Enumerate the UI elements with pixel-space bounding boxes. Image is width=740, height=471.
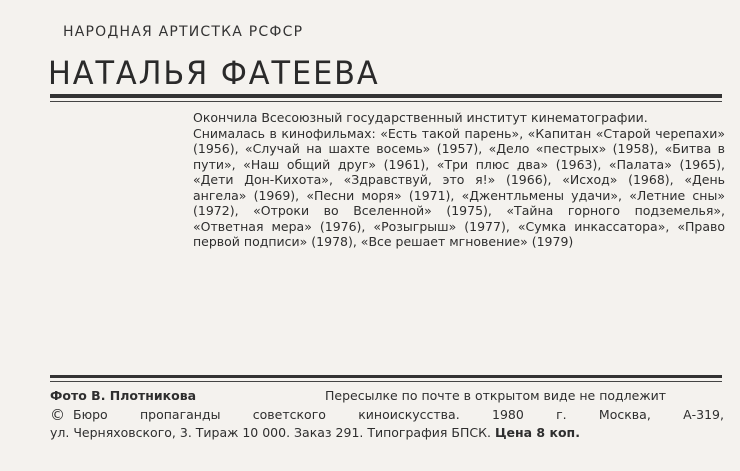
price: Цена 8 коп. [494,425,580,440]
imprint-publisher: Бюро пропаганды советского киноискусства. 1980 г. Москва, А-319, [73,407,724,422]
copyright-icon: © [50,406,65,424]
bottom-rule-thick [50,375,722,378]
education-line: Окончила Всесоюзный государственный институт кинематографии. [193,110,648,125]
filmography: Снималась в кинофильмах: «Есть такой парень», «Капитан «Старой черепахи» (1956), «Случай на шахте восемь» (1957), «Дело «пестрых» (1958), «Битва в пути», «Наш общий друг» (1961), «Три плюс два» (1963), «Палата» (1965), «Дети Дон-Кихота», «Здравствуй, это я!» (1966), «Исход» (1968), «День ангела» (1969), «Песни моря» (1971), «Джентльмены удачи», «Летние сны» (1972), «Отроки во Вселенной» (1975), «Тайна горного подземелья», «Ответная мера» (1976), «Розыгрыш» (1977), «Сумка инкассатора», «Право первой подписи» (1978), «Все решает мгновение» (1979) [193,125,725,249]
imprint-line-2: ул. Черняховского, 3. Тираж 10 000. Заказ 291. Типография БПСК. [50,425,491,440]
imprint-line-1 [50,406,724,424]
imprint [50,406,724,442]
actor-name: НАТАЛЬЯ ФАТЕЕВА [48,54,380,92]
biography [193,110,725,250]
photo-credit: Фото В. Плотникова [50,388,197,403]
bottom-rule-thin [50,381,722,382]
top-rule-thin [50,101,722,102]
top-rule-thick [50,94,722,98]
mail-notice: Пересылке по почте в открытом виде не подлежит [325,388,667,403]
actor-title: НАРОДНАЯ АРТИСТКА РСФСР [63,24,304,40]
